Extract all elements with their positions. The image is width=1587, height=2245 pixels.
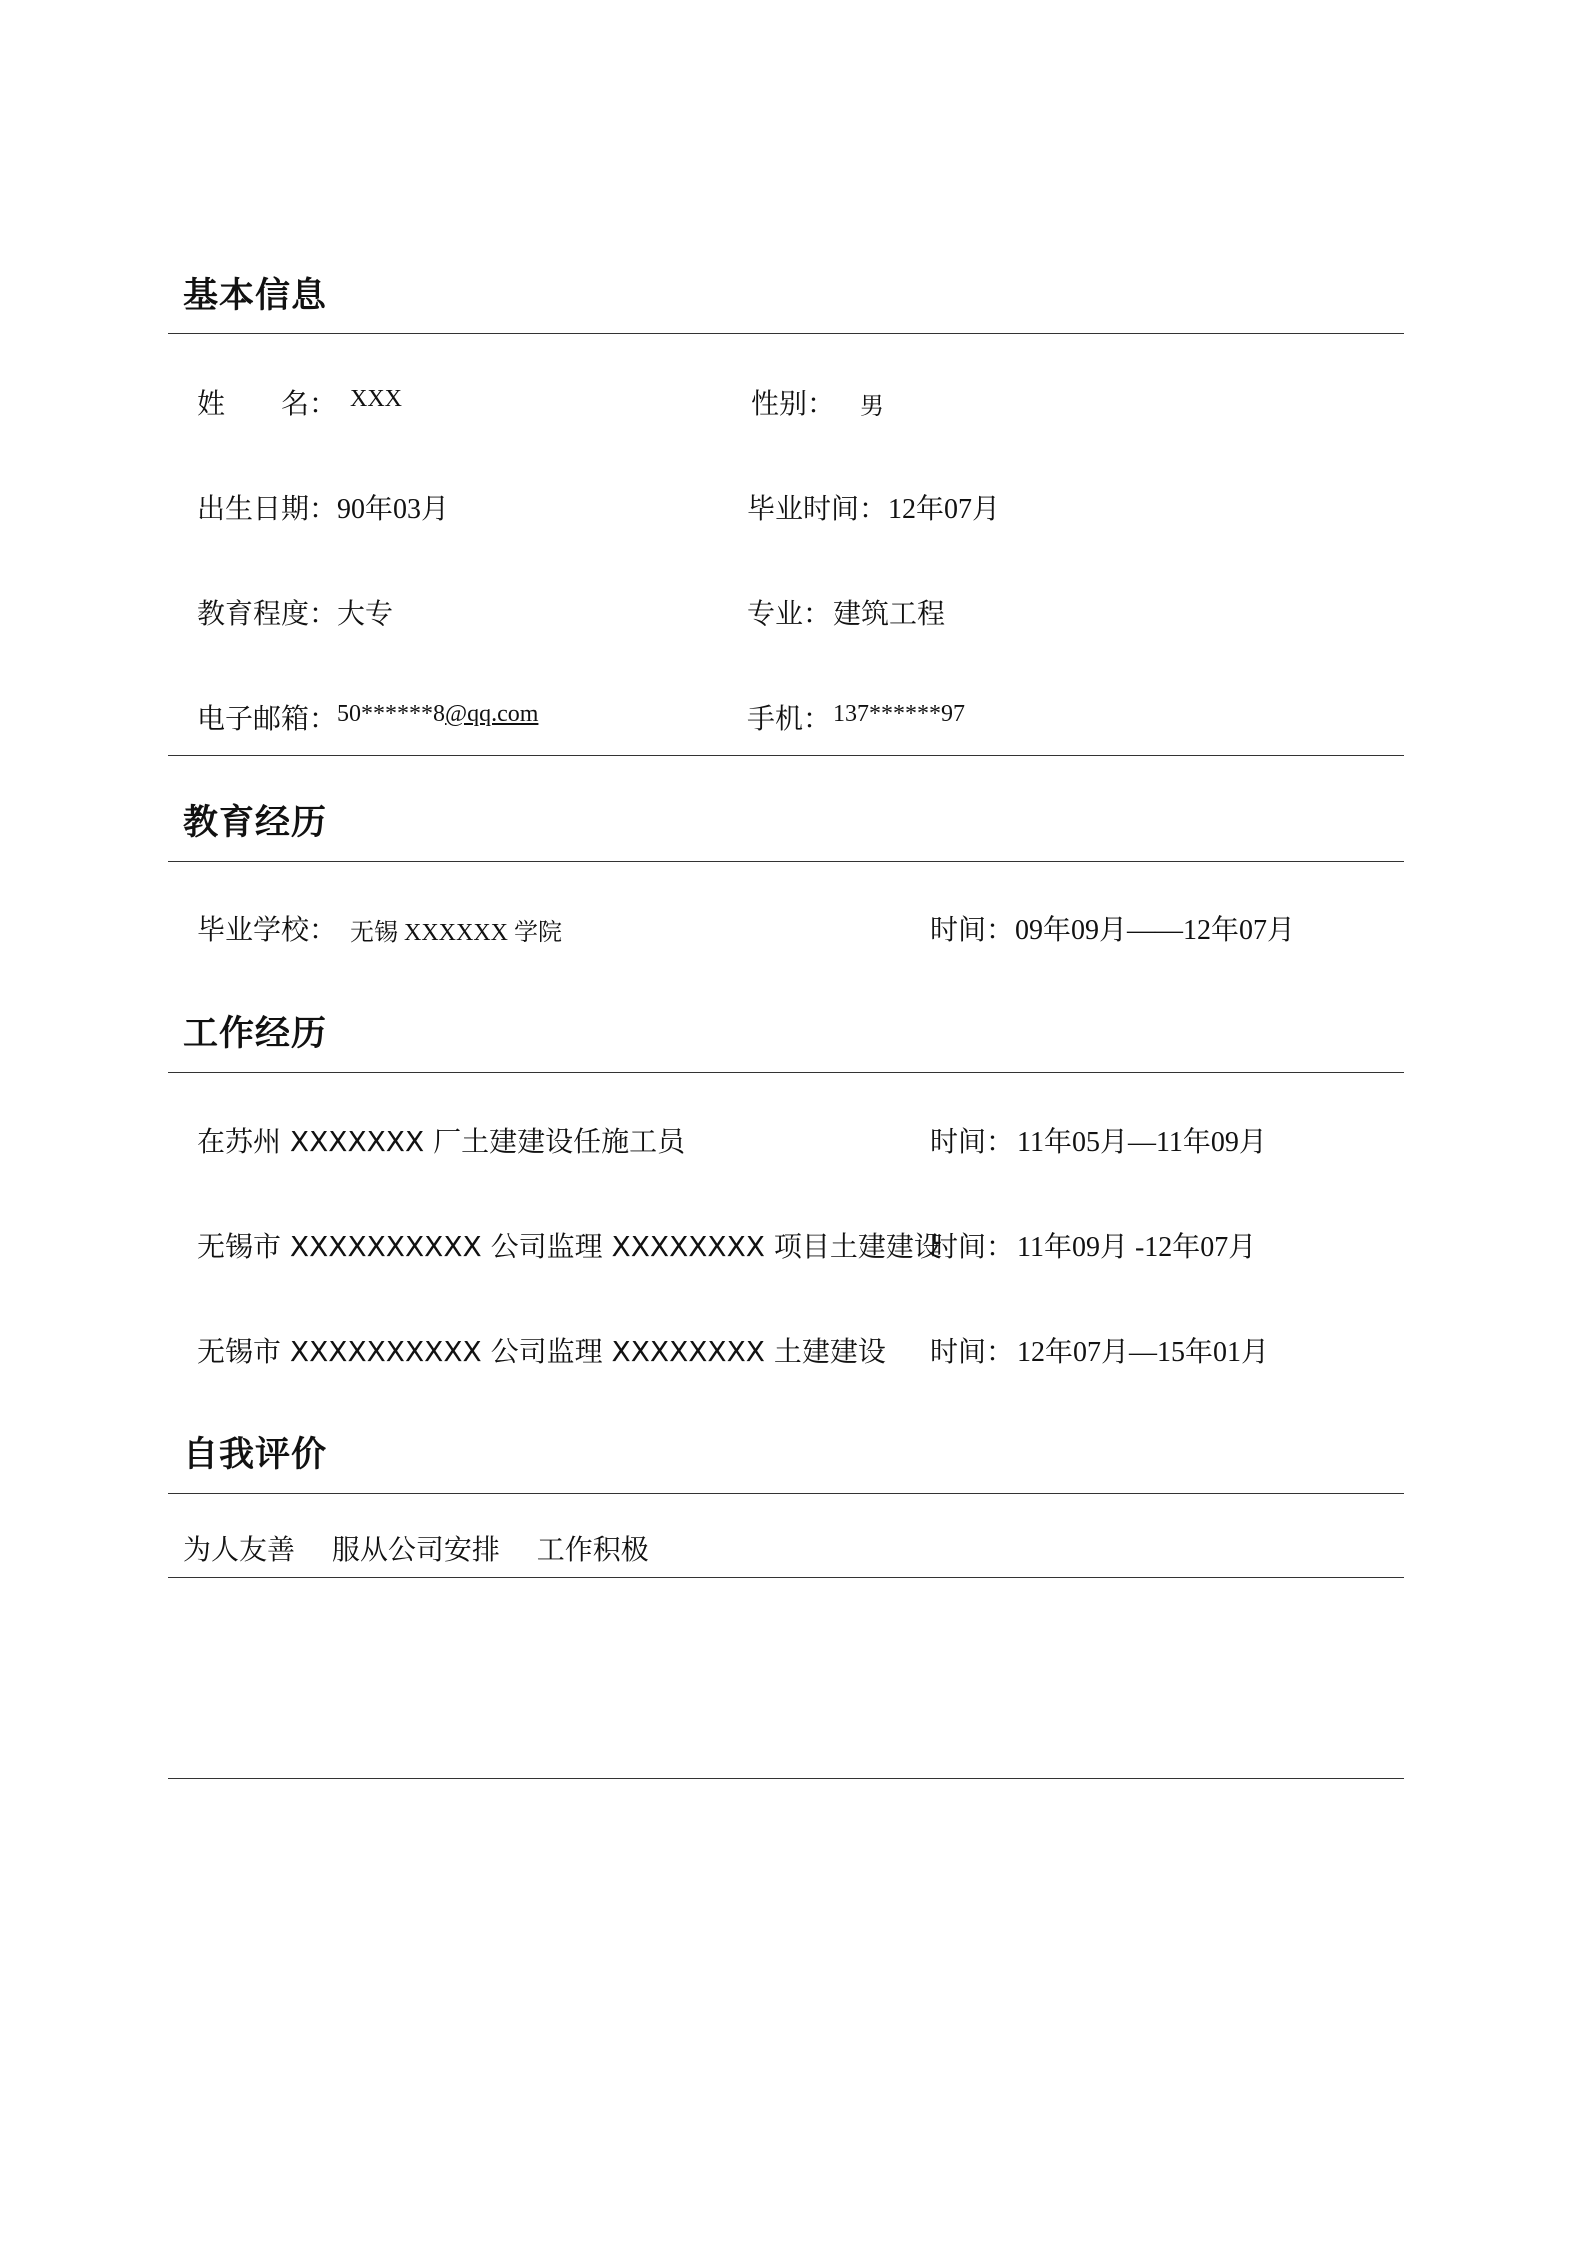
edu-label: 教育程度： (197, 597, 338, 630)
grad-value: 12年07月 (888, 494, 1001, 525)
gender-label: 性别： (751, 387, 836, 420)
section-heading-basic: 基本信息 (183, 276, 328, 316)
divider (168, 1493, 1404, 1494)
phone-label: 手机： (747, 702, 832, 735)
major-label: 专业： (747, 597, 832, 630)
divider (168, 755, 1404, 756)
work-item-desc: 无锡市 XXXXXXXXXX 公司监理 XXXXXXXX 项目土建建设 (197, 1230, 942, 1263)
self-evaluation-text: 为人友善 服从公司安排 工作积极 (183, 1533, 649, 1566)
work-item-time-value: 11年09月 -12年07月 (1017, 1232, 1257, 1263)
school-label: 毕业学校： (197, 913, 338, 946)
work-item-time-value: 12年07月—15年01月 (1017, 1337, 1270, 1368)
divider (168, 1072, 1404, 1073)
birth-label: 出生日期： (197, 492, 338, 525)
edu-time-label: 时间： (930, 913, 1015, 946)
work-item-time-label: 时间： (930, 1125, 1015, 1158)
divider (168, 333, 1404, 334)
edu-time-value: 09年09月——12年07月 (1015, 915, 1296, 946)
work-item-desc: 在苏州 XXXXXXX 厂土建建设任施工员 (197, 1125, 686, 1158)
section-heading-education: 教育经历 (183, 803, 328, 843)
phone-value: 137******97 (833, 701, 965, 727)
email-value (337, 701, 538, 728)
divider (168, 861, 1404, 862)
section-heading-self: 自我评价 (183, 1435, 328, 1475)
divider (168, 1577, 1404, 1578)
birth-value: 90年03月 (337, 494, 450, 525)
edu-value: 大专 (337, 597, 394, 630)
email-label: 电子邮箱： (197, 702, 338, 735)
email-link[interactable]: @qq.com (445, 701, 539, 727)
work-item-desc: 无锡市 XXXXXXXXXX 公司监理 XXXXXXXX 土建建设 (197, 1335, 886, 1368)
gender-value: 男 (860, 392, 884, 420)
work-item-time-value: 11年05月—11年09月 (1017, 1127, 1267, 1158)
grad-label: 毕业时间： (747, 492, 888, 525)
section-heading-work: 工作经历 (183, 1014, 328, 1054)
name-label: 姓 名： (197, 387, 338, 420)
work-item-time-label: 时间： (930, 1335, 1015, 1368)
major-value: 建筑工程 (833, 597, 946, 630)
school-value: 无锡 XXXXXX 学院 (350, 920, 562, 946)
email-prefix: 50******8 (337, 701, 445, 727)
name-value: XXX (350, 386, 402, 412)
work-item-time-label: 时间： (930, 1230, 1015, 1263)
divider (168, 1778, 1404, 1779)
